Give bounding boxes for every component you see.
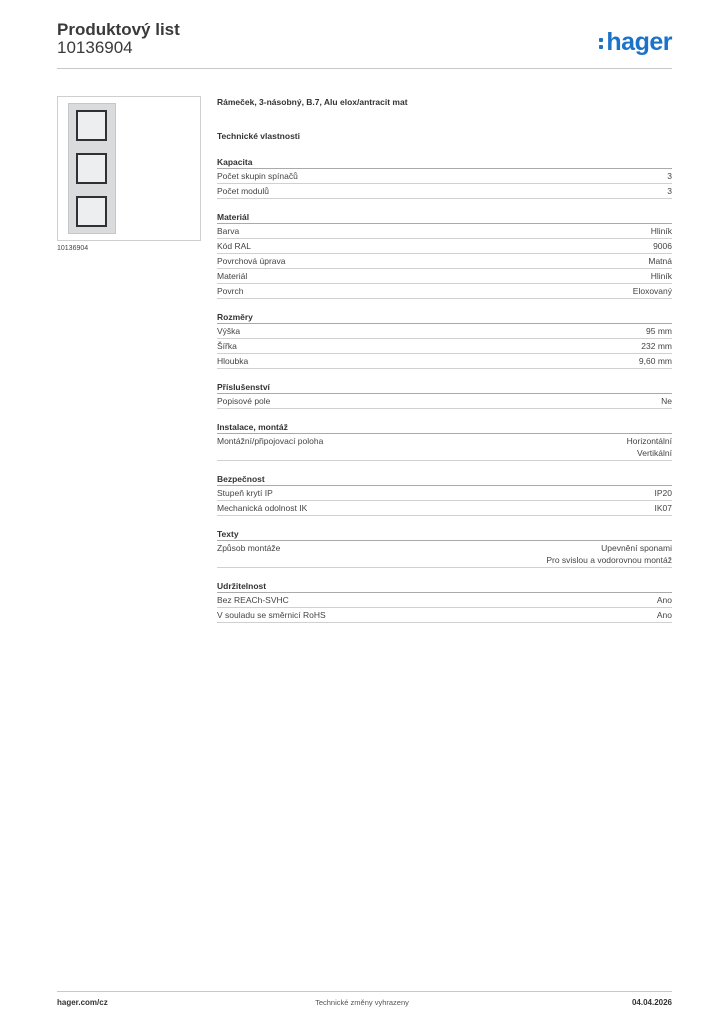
section-title: Texty [217,529,672,541]
spec-row [217,269,672,284]
tech-heading: Technické vlastnosti [217,131,300,141]
spec-section [217,581,672,623]
footer-notice: Technické změny vyhrazeny [315,998,409,1007]
footer-divider [57,991,672,992]
image-caption: 10136904 [57,245,89,252]
spec-row [217,593,672,608]
spec-label: Mechanická odolnost IK [217,503,308,513]
spec-value-line: 3 [667,186,672,196]
spec-row [217,339,672,354]
spec-row [217,608,672,623]
spec-value [657,609,672,621]
spec-label: Povrch [217,286,244,296]
spec-value-line: 95 mm [646,326,672,336]
spec-label: V souladu se směrnicí RoHS [217,610,326,620]
spec-value-line: 9,60 mm [638,356,672,366]
spec-row [217,224,672,239]
page-title: Produktový list [57,20,180,39]
logo-dots-icon [599,35,604,52]
spec-value-line: Upevnění sponami [601,543,672,553]
frame-slot [76,110,107,141]
spec-label: Výška [217,326,241,336]
spec-sections [217,157,672,623]
section-title: Instalace, montáž [217,422,672,434]
spec-label: Montážní/připojovací poloha [217,436,324,446]
spec-value-line: 9006 [653,241,672,251]
section-title: Rozměry [217,312,672,324]
section-title: Materiál [217,212,672,224]
spec-section [217,157,672,199]
spec-value-line: Matná [648,256,672,266]
spec-label: Popisové pole [217,396,271,406]
spec-label: Počet skupin spínačů [217,171,298,181]
spec-label: Způsob montáže [217,543,281,553]
spec-label: Šířka [217,341,237,351]
product-image [57,96,201,241]
spec-value [667,170,672,182]
section-title: Bezpečnost [217,474,672,486]
spec-value-line: Horizontální [626,436,672,446]
spec-row [217,486,672,501]
spec-value [633,285,672,297]
frame-slot [76,196,107,227]
spec-value-line: Pro svislou a vodorovnou montáž [546,555,672,565]
spec-row [217,501,672,516]
spec-value [646,325,672,337]
spec-row [217,394,672,409]
spec-value [627,435,672,459]
spec-section [217,212,672,299]
section-title: Kapacita [217,157,672,169]
spec-value-line: Vertikální [637,448,672,458]
frame-slot [76,153,107,184]
spec-section [217,382,672,409]
section-title: Udržitelnost [217,581,672,593]
spec-value [655,487,673,499]
spec-row [217,254,672,269]
spec-label: Materiál [217,271,248,281]
spec-row [217,169,672,184]
spec-section [217,312,672,369]
spec-value-line: Hliník [650,271,672,281]
spec-row [217,541,672,568]
spec-value-line: IK07 [654,503,672,513]
spec-section [217,529,672,568]
spec-row [217,434,672,461]
footer-website: hager.com/cz [57,998,108,1007]
spec-label: Počet modulů [217,186,269,196]
spec-value-line: 232 mm [641,341,672,351]
product-description: Rámeček, 3-násobný, B.7, Alu elox/antracit mat [217,97,408,107]
section-title: Příslušenství [217,382,672,394]
spec-value-line: Hliník [650,226,672,236]
spec-label: Stupeň krytí IP [217,488,273,498]
hager-logo [599,28,672,57]
spec-value [648,255,672,267]
spec-section [217,422,672,461]
spec-section [217,474,672,516]
spec-label: Hloubka [217,356,249,366]
spec-value [641,340,672,352]
spec-value-line: Eloxovaný [632,286,672,296]
spec-row [217,324,672,339]
spec-value-line: Ano [656,610,672,620]
spec-row [217,239,672,254]
spec-value [653,240,672,252]
spec-value-line: IP20 [654,488,672,498]
header-divider [57,68,672,69]
logo-text: hager [606,28,672,56]
spec-value [667,185,672,197]
spec-value [546,542,672,566]
footer-date: 04.04.2026 [631,998,672,1007]
spec-label: Povrchová úprava [217,256,286,266]
spec-row [217,354,672,369]
spec-value [639,355,672,367]
spec-value [661,395,672,407]
spec-value-line: 3 [667,171,672,181]
spec-row [217,184,672,199]
spec-value [655,502,673,514]
spec-value [651,225,672,237]
spec-content [217,96,672,623]
spec-row [217,284,672,299]
spec-label: Bez REACh-SVHC [217,595,289,605]
frame-3-gang-vertical-icon [68,103,116,234]
spec-value-line: Ano [656,595,672,605]
spec-value-line: Ne [661,396,672,406]
spec-label: Barva [217,226,240,236]
spec-value [657,594,672,606]
product-number: 10136904 [57,38,133,57]
spec-value [651,270,672,282]
spec-label: Kód RAL [217,241,252,251]
